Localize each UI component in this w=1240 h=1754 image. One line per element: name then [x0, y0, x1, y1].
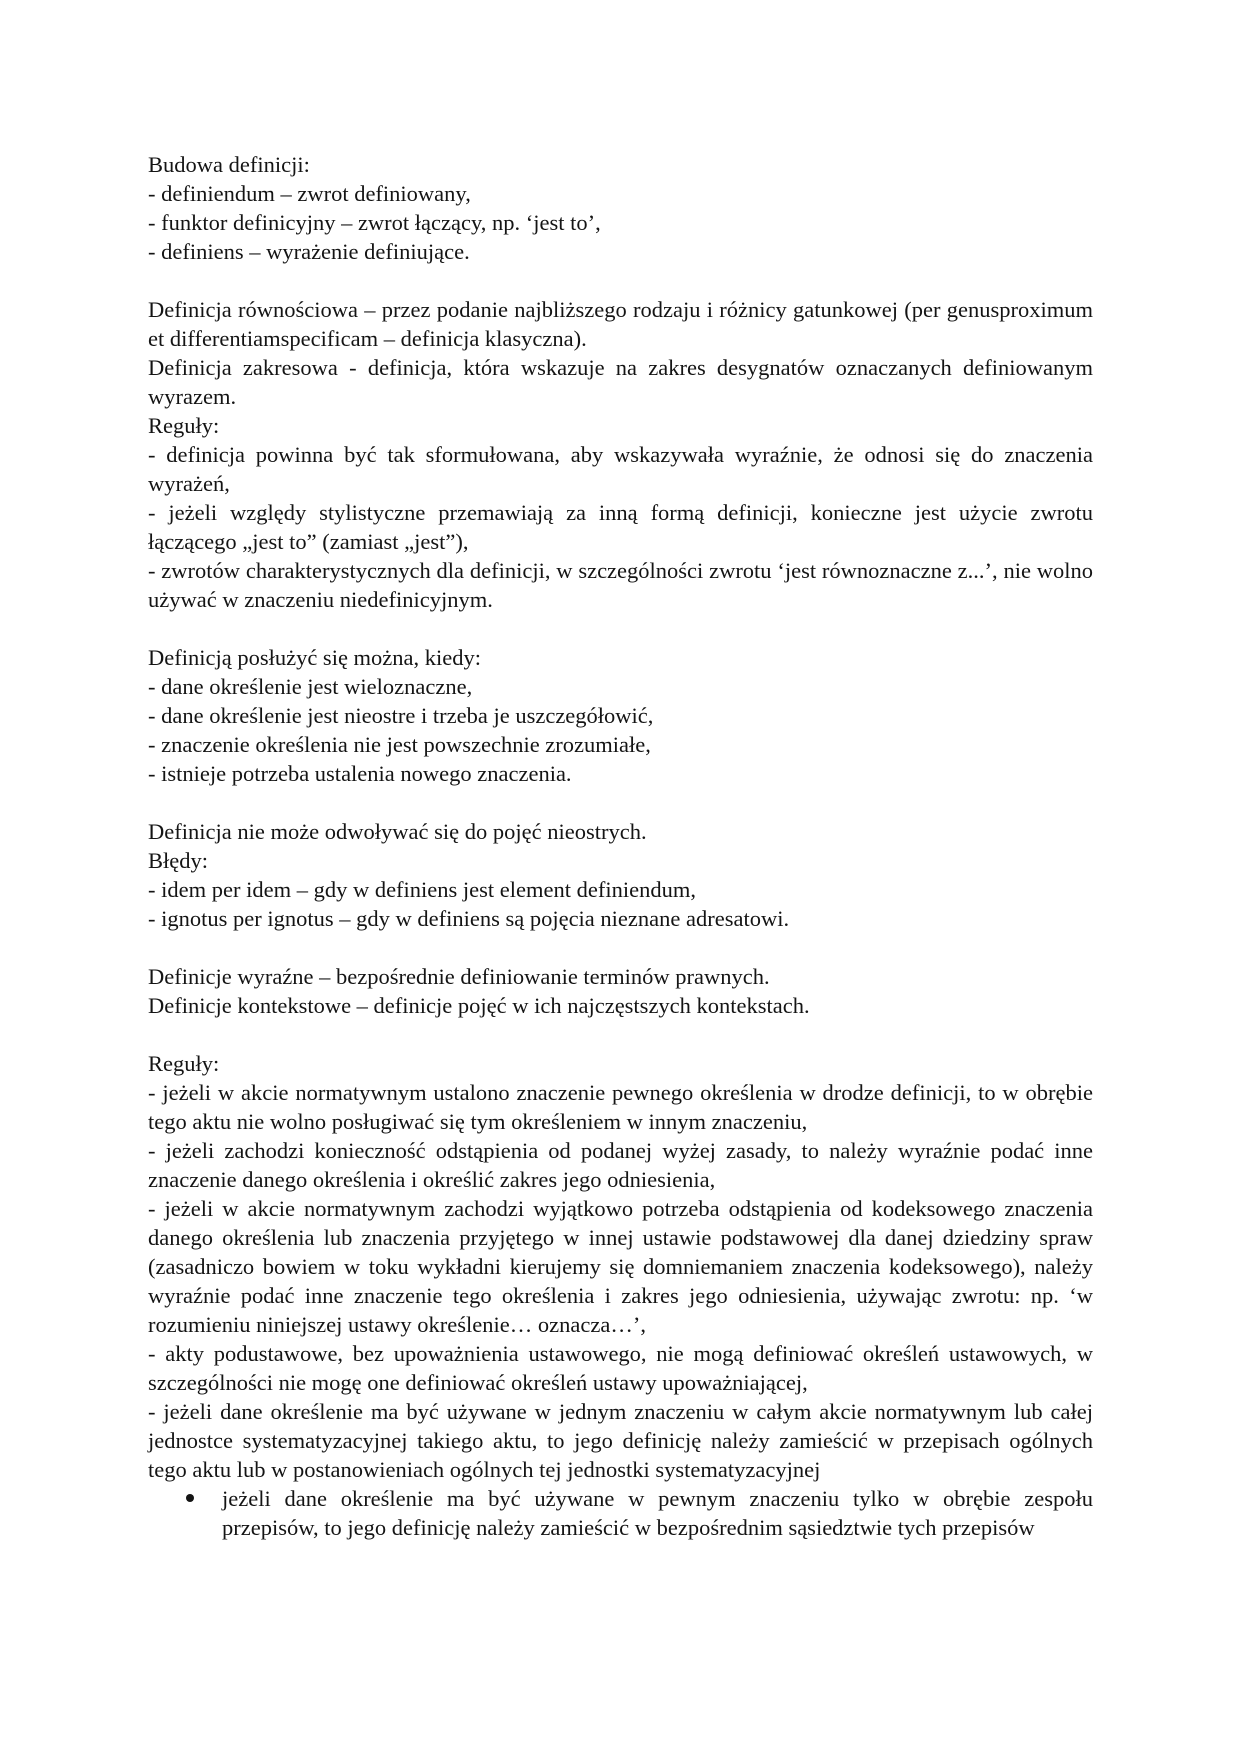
blad-item: - idem per idem – gdy w definiens jest element definiendum,: [148, 877, 696, 902]
budowa-item: - definiens – wyrażenie definiujące.: [148, 239, 470, 264]
blad-item: - ignotus per ignotus – gdy w definiens są pojęcia nieznane adresatowi.: [148, 906, 790, 931]
budowa-item: - funktor definicyjny – zwrot łączący, np. ‘jest to’,: [148, 210, 601, 235]
bledy-intro: Definicja nie może odwoływać się do pojęć nieostrych.: [148, 819, 647, 844]
kiedy-item: - istnieje potrzeba ustalenia nowego znaczenia.: [148, 761, 572, 786]
definicja-zakresowa: Definicja zakresowa - definicja, która wskazuje na zakres desygnatów oznaczanych definiowanym wyrazem.: [148, 355, 1093, 409]
bledy-section: [148, 817, 1093, 933]
budowa-section: [148, 150, 1093, 266]
regula-item: - jeżeli w akcie normatywnym ustalono znaczenie pewnego określenia w drodze definicji, to w obrębie tego aktu nie wolno posługiwać się tym określeniem w innym znaczeniu,: [148, 1080, 1093, 1134]
document-page: [148, 150, 1093, 1542]
regula-item: - definicja powinna być tak sformułowana, aby wskazywała wyraźnie, że odnosi się do znaczenia wyrażeń,: [148, 442, 1093, 496]
rodzaje-section: [148, 962, 1093, 1020]
kiedy-section: [148, 643, 1093, 788]
regula-item: - jeżeli względy stylistyczne przemawiają za inną formą definicji, konieczne jest użycie zwrotu łączącego „jest to” (zamiast „jest”),: [148, 500, 1093, 554]
regula-item: - jeżeli w akcie normatywnym zachodzi wyjątkowo potrzeba odstąpienia od kodeksowego znaczenia danego określenia lub znaczenia przyjętego w innej ustawie podstawowej dla danej dziedziny spraw (zasadniczo bowiem w toku wykładni kierujemy się domniemaniem znaczenia kodeksowego), należy wyraźnie podać inne znaczenie tego określenia i zakres jego odniesienia, używając zwrotu: np. ‘w rozumieniu niniejszej ustawy określenie… oznacza…’,: [148, 1196, 1093, 1337]
bullet-text: jeżeli dane określenie ma być używane w pewnym znaczeniu tylko w obrębie zespołu przepisów, to jego definicję należy zamieścić w bezpośrednim sąsiedztwie tych przepisów: [222, 1486, 1093, 1540]
reguly-section: [148, 1049, 1093, 1542]
definicje-section: [148, 295, 1093, 614]
kiedy-intro: Definicją posłużyć się można, kiedy:: [148, 645, 482, 670]
reguly-label: Reguły:: [148, 413, 220, 438]
regula-item: - akty podustawowe, bez upoważnienia ustawowego, nie mogą definiować określeń ustawowych, w szczególności nie mogę one definiować określeń ustawy upoważniającej,: [148, 1341, 1093, 1395]
definicje-kontekstowe: Definicje kontekstowe – definicje pojęć w ich najczęstszych kontekstach.: [148, 993, 810, 1018]
spacer: [148, 933, 1093, 962]
budowa-title: Budowa definicji:: [148, 152, 310, 177]
budowa-item: - definiendum – zwrot definiowany,: [148, 181, 471, 206]
kiedy-item: - dane określenie jest nieostre i trzeba je uszczegółowić,: [148, 703, 654, 728]
spacer: [148, 266, 1093, 295]
spacer: [148, 1020, 1093, 1049]
definicja-rownosciowa: Definicja równościowa – przez podanie najbliższego rodzaju i różnicy gatunkowej (per genusproximum et differentiamspecificam – definicja klasyczna).: [148, 297, 1093, 351]
spacer: [148, 788, 1093, 817]
bledy-label: Błędy:: [148, 848, 208, 873]
spacer: [148, 614, 1093, 643]
kiedy-item: - dane określenie jest wieloznaczne,: [148, 674, 473, 699]
regula-item: - zwrotów charakterystycznych dla definicji, w szczególności zwrotu ‘jest równoznaczne z...’, nie wolno używać w znaczeniu niedefinicyjnym.: [148, 558, 1093, 612]
regula-item: - jeżeli dane określenie ma być używane w jednym znaczeniu w całym akcie normatywnym lub całej jednostce systematyzacyjnej takiego aktu, to jego definicję należy zamieścić w przepisach ogólnych tego aktu lub w postanowieniach ogólnych tej jednostki systematyzacyjnej: [148, 1399, 1093, 1482]
bullet-list-item: [222, 1484, 1093, 1542]
definicje-wyrazne: Definicje wyraźne – bezpośrednie definiowanie terminów prawnych.: [148, 964, 770, 989]
regula-item: - jeżeli zachodzi konieczność odstąpienia od podanej wyżej zasady, to należy wyraźnie podać inne znaczenie danego określenia i określić zakres jego odniesienia,: [148, 1138, 1093, 1192]
reguly-label: Reguły:: [148, 1051, 220, 1076]
bullet-icon: [186, 1494, 194, 1502]
kiedy-item: - znaczenie określenia nie jest powszechnie zrozumiałe,: [148, 732, 651, 757]
